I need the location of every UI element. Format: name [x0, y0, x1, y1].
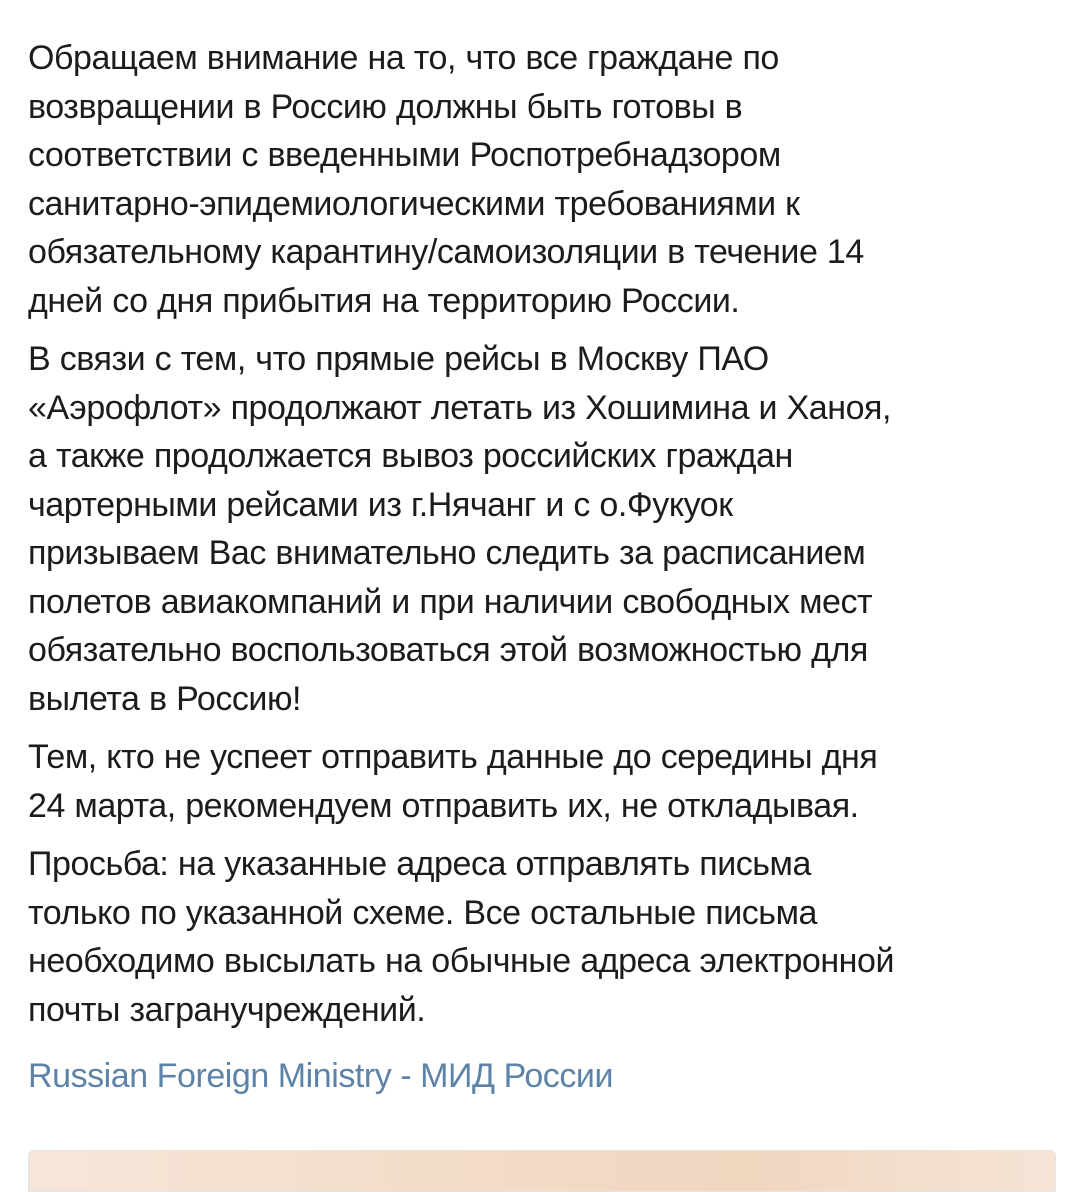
- text-line: 24 марта, рекомендуем отправить их, не откладывая.: [28, 786, 859, 825]
- text-line: Тем, кто не успеет отправить данные до середины дня: [28, 738, 878, 776]
- post-paragraph-deadline: [28, 733, 1058, 830]
- post-paragraph-flights: [28, 335, 1058, 723]
- text-line: «Аэрофлот» продолжают летать из Хошимина и Ханоя,: [28, 388, 892, 427]
- text-line: обязательно воспользоваться этой возможностью для: [28, 631, 868, 669]
- text-line: обязательному карантину/самоизоляции в течение 14: [28, 233, 864, 271]
- text-line: Обращаем внимание на то, что все граждане по: [28, 39, 779, 77]
- text-line: призываем Вас внимательно следить за расписанием: [28, 534, 866, 572]
- text-line: а также продолжается вывоз российских граждан: [28, 437, 793, 475]
- post-paragraph-quarantine: [28, 34, 1058, 325]
- post-body: [28, 34, 1058, 1100]
- text-line: дней со дня прибытия на территорию России.: [28, 281, 740, 320]
- link-preview-card[interactable]: [28, 1150, 1056, 1192]
- text-line: возвращении в Россию должны быть готовы в: [28, 87, 743, 126]
- text-line: санитарно-эпидемиологическими требованиями к: [28, 184, 800, 223]
- post-paragraph-request: [28, 840, 1058, 1034]
- text-line: соответствии с введенными Роспотребнадзором: [28, 136, 781, 174]
- text-line: почты загранучреждений.: [28, 990, 426, 1029]
- text-line: вылета в Россию!: [28, 679, 302, 718]
- text-line: необходимо высылать на обычные адреса электронной: [28, 942, 895, 980]
- source-link[interactable]: Russian Foreign Ministry - МИД России: [28, 1057, 613, 1095]
- text-line: Просьба: на указанные адреса отправлять письма: [28, 845, 811, 883]
- text-line: только по указанной схеме. Все остальные письма: [28, 893, 817, 932]
- text-line: В связи с тем, что прямые рейсы в Москву ПАО: [28, 340, 769, 378]
- text-line: полетов авиакомпаний и при наличии свободных мест: [28, 582, 873, 621]
- text-line: чартерными рейсами из г.Нячанг и с о.Фукуок: [28, 485, 733, 524]
